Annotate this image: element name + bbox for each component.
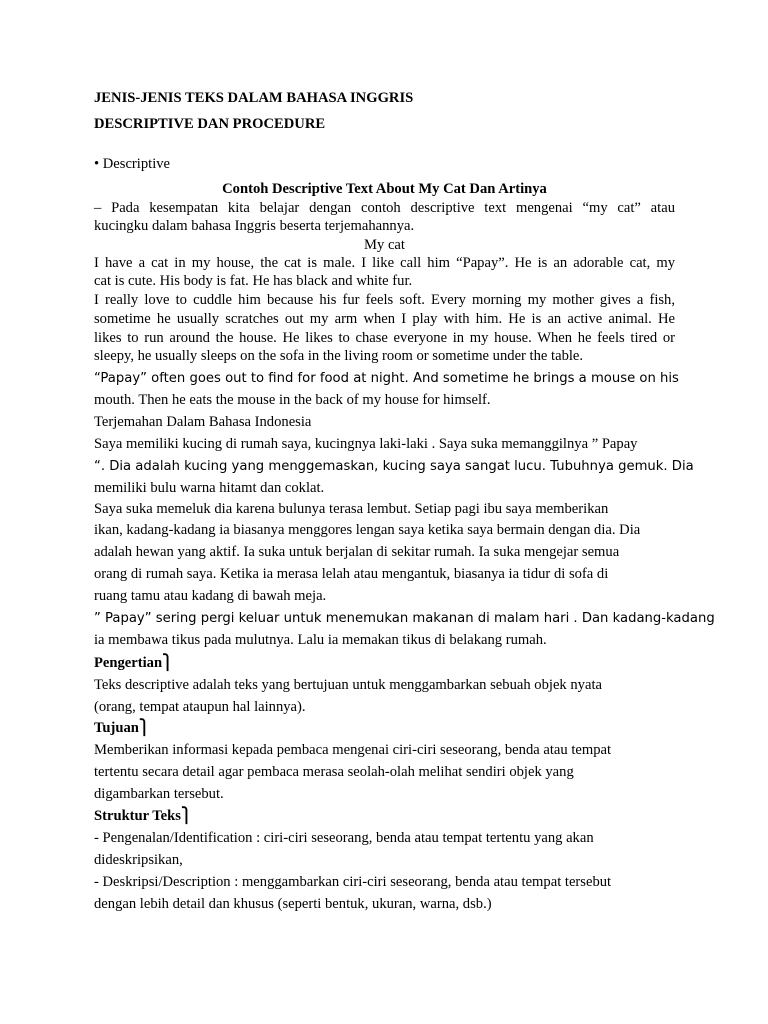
indonesian-p2-line-5: ruang tamu atau kadang di bawah meja. (94, 588, 327, 604)
section-heading-pengertian (94, 655, 173, 672)
bracket-glyph: ⎫ (180, 808, 192, 824)
indonesian-p1-line-3: memiliki bulu warna hitamt dan coklat. (94, 480, 325, 496)
pengertian-label: Pengertian (94, 655, 163, 671)
indonesian-p2-line-4: orang di rumah saya. Ketika ia merasa lelah atau mengantuk, biasanya ia tidur di sofa di (94, 566, 609, 582)
example-title: Contoh Descriptive Text About My Cat Dan Artinya (222, 181, 547, 197)
bracket-glyph: ⎫ (162, 655, 174, 671)
indonesian-p3-line-1: ” Papay” sering pergi keluar untuk menemukan makanan di malam hari . Dan kadang-kadang (94, 611, 715, 626)
bracket-glyph: ⎫ (138, 720, 150, 736)
indonesian-p3-line-2: ia membawa tikus pada mulutnya. Lalu ia memakan tikus di belakang rumah. (94, 632, 547, 648)
english-p2-line-1: I really love to cuddle him because his fur feels soft. Every morning my mother gives a fish, (94, 292, 675, 308)
indonesian-p1-line-2: “. Dia adalah kucing yang menggemaskan, kucing saya sangat lucu. Tubuhnya gemuk. Dia (94, 459, 694, 474)
english-p1-line-1: I have a cat in my house, the cat is male. I like call him “Papay”. He is an adorable cat, my (94, 255, 675, 271)
tujuan-line-2: tertentu secara detail agar pembaca merasa seolah-olah melihat sendiri objek yang (94, 764, 574, 780)
struktur-label: Struktur Teks (94, 808, 181, 824)
intro-line-2: kucingku dalam bahasa Inggris beserta terjemahannya. (94, 218, 415, 234)
translation-title: Terjemahan Dalam Bahasa Indonesia (94, 414, 312, 430)
indonesian-p1-line-1: Saya memiliki kucing di rumah saya, kucingnya laki-laki . Saya suka memanggilnya ” Papay (94, 436, 638, 452)
english-p1-line-2: cat is cute. His body is fat. He has black and white fur. (94, 273, 413, 289)
english-p2-line-2: sometime he usually scratches out my arm when I play with him. He is an active animal. He (94, 311, 675, 327)
struktur-line-4: dengan lebih detail dan khusus (seperti bentuk, ukuran, warna, dsb.) (94, 896, 492, 912)
struktur-line-3: - Deskripsi/Description : menggambarkan ciri-ciri seseorang, benda atau tempat tersebut (94, 874, 612, 890)
english-p3-line-2: mouth. Then he eats the mouse in the back of my house for himself. (94, 392, 491, 408)
document-subtitle: DESCRIPTIVE DAN PROCEDURE (94, 116, 326, 132)
struktur-line-2: dideskripsikan, (94, 852, 183, 868)
section-heading-tujuan (94, 720, 150, 737)
tujuan-line-3: digambarkan tersebut. (94, 786, 224, 802)
pengertian-line-2: (orang, tempat ataupun hal lainnya). (94, 699, 306, 715)
indonesian-p2-line-2: ikan, kadang-kadang ia biasanya menggores lengan saya ketika saya bermain dengan dia. Dia (94, 522, 641, 538)
english-p2-line-4: sleepy, he usually sleeps on the sofa in the living room or sometime under the table. (94, 348, 584, 364)
tujuan-label: Tujuan (94, 720, 139, 736)
section-heading-struktur (94, 808, 192, 825)
indonesian-p2-line-3: adalah hewan yang aktif. Ia suka untuk berjalan di sekitar rumah. Ia suka mengejar semua (94, 544, 620, 560)
story-title: My cat (364, 237, 405, 253)
english-p2-line-3: likes to run around the house. He likes to chase everyone in my house. When he feels tired or (94, 330, 675, 346)
english-p3-line-1: “Papay” often goes out to find for food at night. And sometime he brings a mouse on his (94, 371, 679, 386)
document-title: JENIS-JENIS TEKS DALAM BAHASA INGGRIS (94, 90, 414, 106)
bullet-descriptive: • Descriptive (94, 156, 171, 172)
intro-line-1: – Pada kesempatan kita belajar dengan contoh descriptive text mengenai “my cat” atau (94, 200, 675, 216)
struktur-line-1: - Pengenalan/Identification : ciri-ciri seseorang, benda atau tempat tertentu yang akan (94, 830, 594, 846)
tujuan-line-1: Memberikan informasi kepada pembaca mengenai ciri-ciri seseorang, benda atau tempat (94, 742, 612, 758)
indonesian-p2-line-1: Saya suka memeluk dia karena bulunya terasa lembut. Setiap pagi ibu saya memberikan (94, 501, 609, 517)
pengertian-line-1: Teks descriptive adalah teks yang bertujuan untuk menggambarkan sebuah objek nyata (94, 677, 602, 693)
